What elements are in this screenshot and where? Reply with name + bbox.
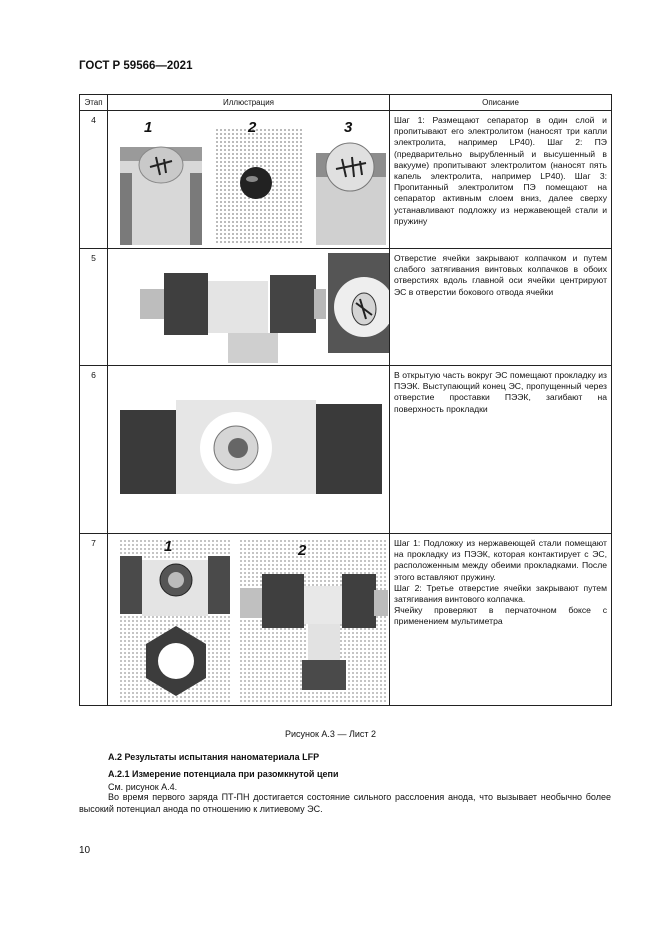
description-step-1: Шаг 1: Подложку из нержавеющей стали помещают на прокладку из ПЭЭК, которая контактирует с ЭС, расположенным между обеими прокладками. После этого вставляют пружину. xyxy=(394,538,607,582)
table-row xyxy=(80,111,612,249)
description-check: Ячейку проверяют в перчаточном боксе с применением мультиметра xyxy=(394,605,607,627)
description-cell xyxy=(390,534,612,706)
body-paragraph: Во время первого заряда ПТ-ПН достигается состояние сильного расслоения анода, что вызывает необычно более высокий потенциал анода по отношению к литиевому ЭС. xyxy=(79,792,611,814)
document-header: ГОСТ Р 59566—2021 xyxy=(79,60,193,72)
stage-number: 6 xyxy=(80,366,108,534)
table-row xyxy=(80,249,612,366)
col-header-description: Описание xyxy=(390,95,612,111)
description-cell xyxy=(390,111,612,249)
step-label-2: 2 xyxy=(298,542,307,559)
description-step-2: Шаг 2: Третье отверстие ячейки закрывают путем затягивания винтового колпачка. xyxy=(394,582,607,605)
illustration-cell xyxy=(108,366,390,534)
stage-number: 4 xyxy=(80,111,108,249)
description-cell xyxy=(390,366,612,534)
step-label-3: 3 xyxy=(344,119,353,136)
step-label-1: 1 xyxy=(164,538,173,555)
section-heading-a21: А.2.1 Измерение потенциала при разомкнутой цепи xyxy=(108,769,339,779)
figure-caption: Рисунок А.3 — Лист 2 xyxy=(284,729,376,739)
stage-number: 5 xyxy=(80,249,108,366)
photo-step-5 xyxy=(120,253,390,363)
description-text: Отверстие ячейки закрывают колпачком и путем слабого затягивания винтовых колпачков в обоих отверстиях вдоль главной оси ячейки центрируют ЭС в отверстии бокового отвода ячейки xyxy=(394,253,607,297)
col-header-stage: Этап xyxy=(80,95,108,111)
table-row xyxy=(80,534,612,706)
illustration-cell xyxy=(108,249,390,366)
photo-step-6 xyxy=(120,400,382,504)
photo-step-4 xyxy=(120,117,386,245)
description-text: Шаг 1: Размещают сепаратор в один слой и пропитывают его электролитом (наносят три капли электролита, например LP40). Шаг 2: ПЭ (предварительно вырубленный и высушенный в вакууме) пропитывают электролитом (наносят пять капель электролита, например LP40). Шаг 3: Пропитанный электролитом ПЭ помещают на сепаратор активным слоем вниз, далее сверху устанавливают подложку из нержавеющей стали и пружину xyxy=(394,115,607,226)
stage-number: 7 xyxy=(80,534,108,706)
description-text: В открытую часть вокруг ЭС помещают прокладку из ПЭЭК. Выступающий конец ЭС, пропущенный через отверстие проставки ПЭЭК, загибают на поверхность прокладки xyxy=(394,370,607,414)
section-heading-a2: А.2 Результаты испытания наноматериала LFP xyxy=(108,752,320,762)
table-header-row xyxy=(80,95,612,111)
step-label-1: 1 xyxy=(144,119,153,136)
figure-reference: См. рисунок А.4. xyxy=(108,782,178,792)
description-cell xyxy=(390,249,612,366)
illustration-cell xyxy=(108,111,390,249)
photo-step-7 xyxy=(120,540,388,702)
step-label-2: 2 xyxy=(248,119,257,136)
procedure-table xyxy=(79,94,612,706)
col-header-illustration: Иллюстрация xyxy=(108,95,390,111)
page-number: 10 xyxy=(79,845,91,856)
illustration-cell xyxy=(108,534,390,706)
table-row xyxy=(80,366,612,534)
